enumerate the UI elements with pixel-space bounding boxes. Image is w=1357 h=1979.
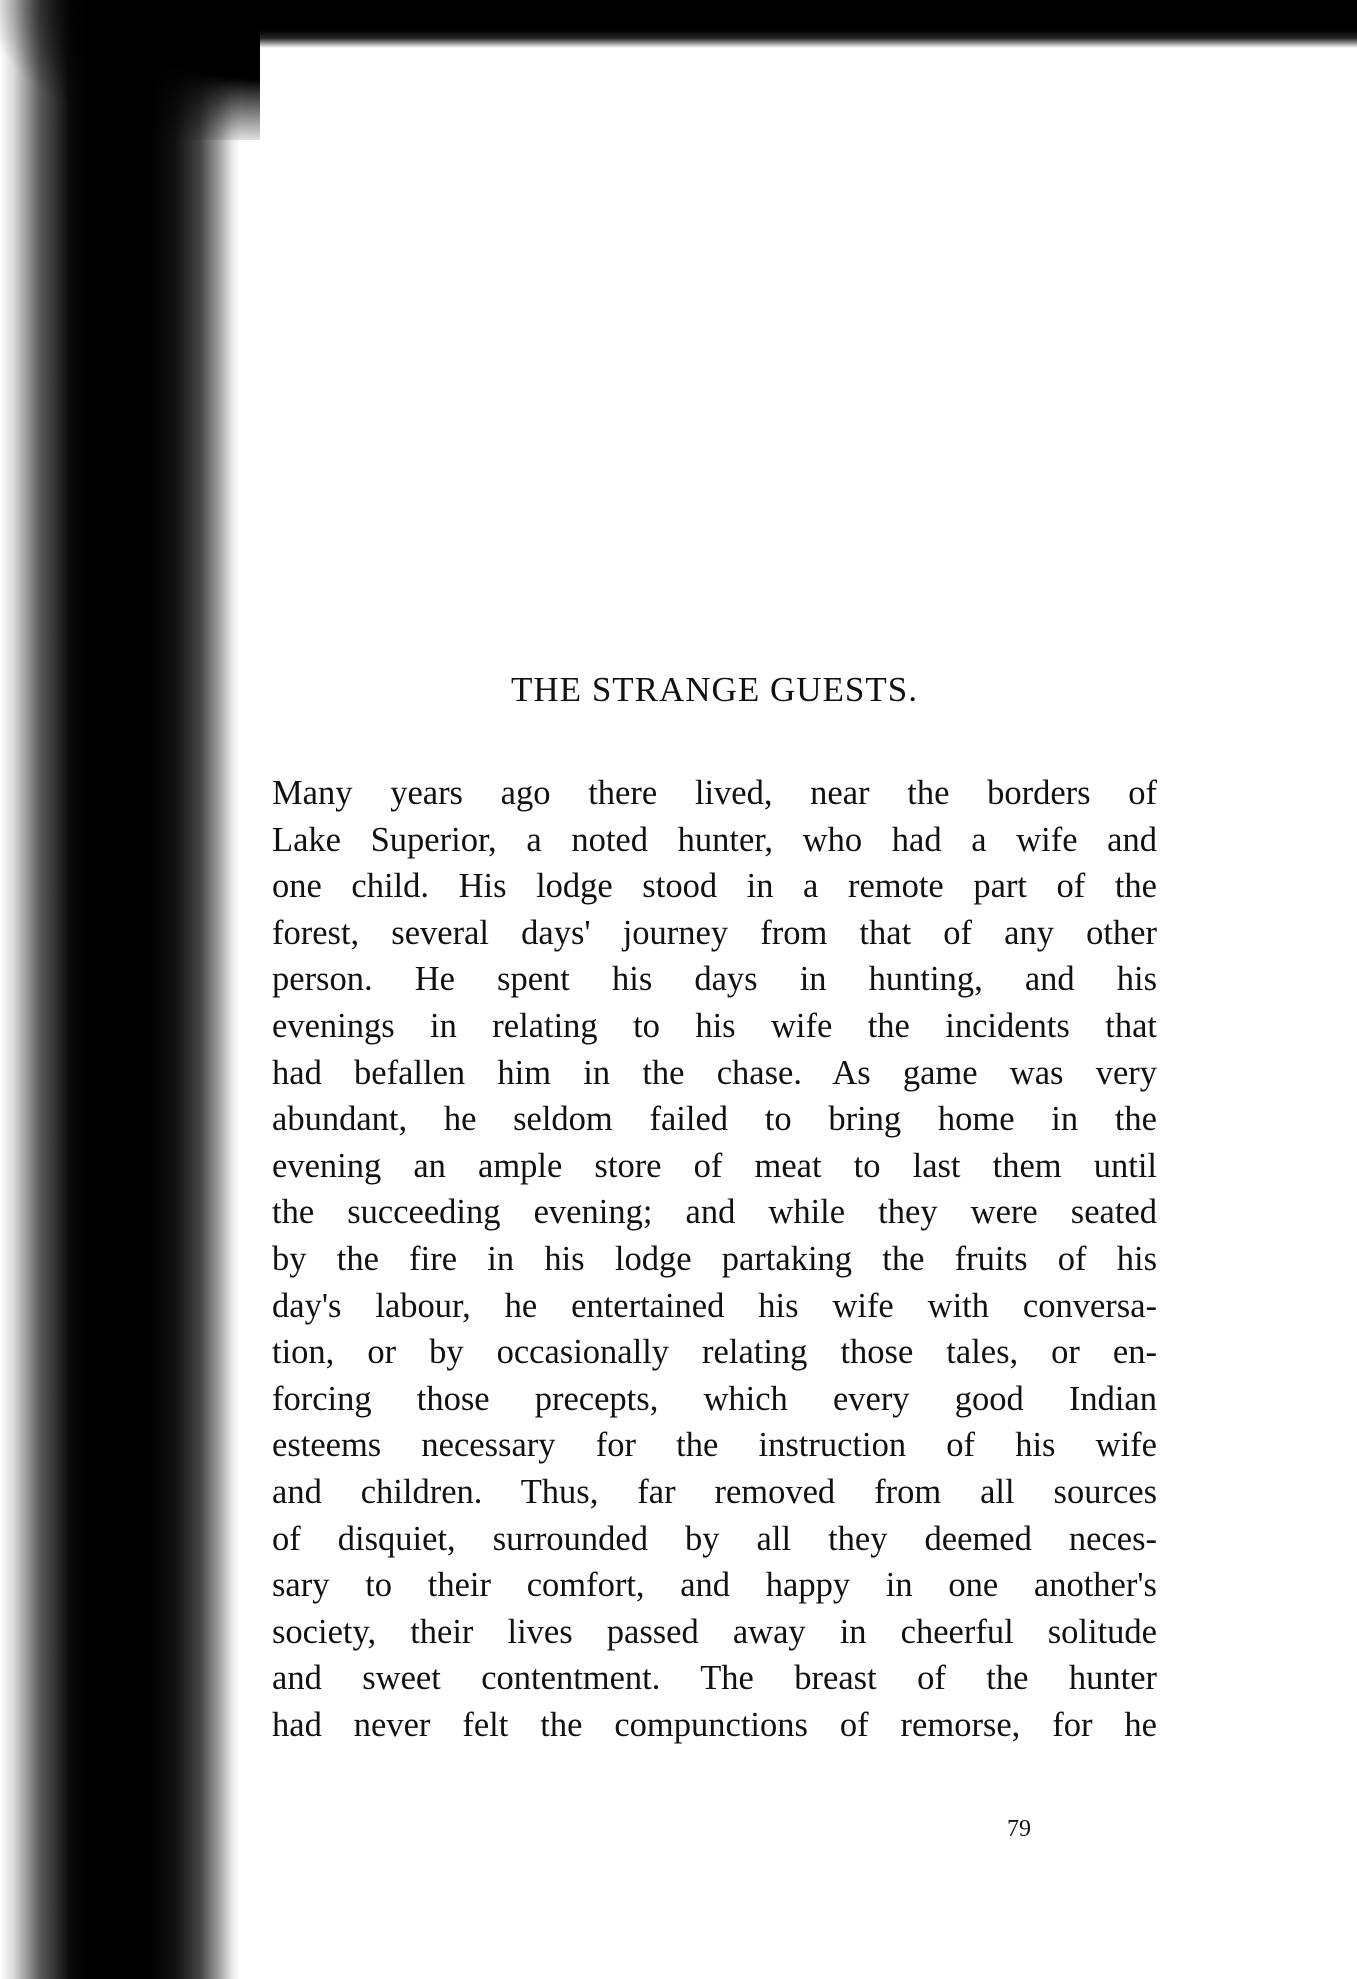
text-line: the succeeding evening; and while they were seated <box>272 1193 1157 1232</box>
text-line: tion, or by occasionally relating those tales, or en- <box>272 1333 1157 1372</box>
chapter-title: THE STRANGE GUESTS. <box>511 670 918 709</box>
text-line: Lake Superior, a noted hunter, who had a wife and <box>272 820 1157 859</box>
binding-corner-shadow <box>0 0 260 140</box>
text-line: day's labour, he entertained his wife with conversa- <box>272 1286 1157 1325</box>
text-line: Many years ago there lived, near the borders of <box>272 774 1157 812</box>
binding-gutter-shadow <box>0 0 240 1979</box>
text-line: forest, several days' journey from that of any other <box>272 913 1157 952</box>
text-line: one child. His lodge stood in a remote part of the <box>272 867 1157 906</box>
text-line: had befallen him in the chase. As game was very <box>272 1053 1157 1092</box>
page-number: 79 <box>1007 1816 1031 1842</box>
text-line: by the fire in his lodge partaking the fruits of his <box>272 1239 1157 1278</box>
text-line: sary to their comfort, and happy in one another's <box>272 1566 1157 1605</box>
text-line: of disquiet, surrounded by all they deemed neces- <box>272 1519 1157 1558</box>
text-line: evenings in relating to his wife the incidents that <box>272 1006 1157 1045</box>
body-text <box>272 770 1157 1748</box>
text-line: esteems necessary for the instruction of his wife <box>272 1426 1157 1465</box>
text-line: person. He spent his days in hunting, and his <box>272 960 1157 999</box>
text-line: abundant, he seldom failed to bring home in the <box>272 1100 1157 1139</box>
text-line: and children. Thus, far removed from all sources <box>272 1472 1157 1511</box>
text-line: forcing those precepts, which every good Indian <box>272 1379 1157 1418</box>
text-line: society, their lives passed away in cheerful solitude <box>272 1612 1157 1651</box>
text-line: evening an ample store of meat to last them until <box>272 1146 1157 1185</box>
text-line: had never felt the compunctions of remorse, for he <box>272 1705 1157 1744</box>
text-line: and sweet contentment. The breast of the hunter <box>272 1659 1157 1698</box>
